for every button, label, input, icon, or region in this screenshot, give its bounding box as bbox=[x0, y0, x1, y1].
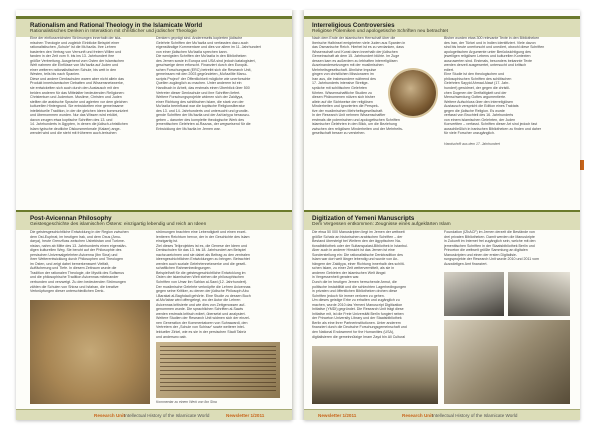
footer-unit-label: Research Unit bbox=[94, 413, 125, 418]
text-line: Verknüpfungen dieser unterschiedlichen Denk- bbox=[30, 289, 105, 294]
text-line: des Iran, der Türkei und in Indien identifiziert. Viele davon bbox=[444, 40, 536, 45]
text-line: Entwicklung der Mu'tazila im Jemen war. bbox=[156, 126, 221, 131]
text-line: Beispielhaft für die geistesgeschichtliche Entwicklung im bbox=[156, 270, 246, 275]
text-line: Iran aus, die insbesondere während des bbox=[312, 76, 376, 81]
text-line: spräche mit schiitischen Gelehrten bbox=[312, 86, 367, 91]
text-line: sie entwickelten sich auch durch den Austausch mit den bbox=[30, 86, 119, 91]
article-subtitle: Geistesgeschichte des islamischen Ostens: einzigartig lebendig und reich an Ideen bbox=[30, 222, 207, 228]
text-line: Islam typische deutliche Diskursmerkmale (Kalam) ange- bbox=[30, 126, 121, 131]
text-line: schen Islam, zu einer Zeit weitervermittelt, als sie in bbox=[312, 266, 395, 271]
text-line: schen Forschungsrat (ERC) betreibt sich die Research Unit, bbox=[156, 67, 252, 72]
text-line: chen Dogmen der Dreifaltigkeit und der bbox=[444, 90, 507, 95]
text-line: Die etwa 50 000 Manuskripten liegt im Jemen der weltweit bbox=[312, 230, 405, 234]
image-caption: Handschrift aus dem 17. Jahrhundert bbox=[444, 142, 500, 146]
footer-issue: Newsletter 1/2011 bbox=[226, 413, 265, 418]
text-line: und anderswo gab. bbox=[156, 334, 187, 338]
text-line: Berlin als eine ihrer Partnerinstitutionen. Unter anderem bbox=[312, 320, 401, 325]
text-line: Gemeinschaft ab dem 15. Jahrhundert blühte. Im Zuge bbox=[312, 54, 400, 59]
text-line: für viele Forscher unzugänglich. bbox=[444, 131, 495, 136]
text-line: Bisher wurden etwa 300 relevante Texte in den Bibliotheken bbox=[444, 36, 540, 40]
article-interreligious-header bbox=[304, 16, 580, 37]
text-line: gemeinsam mit den 2003 gegründeten „Mu'tazilite Manu- bbox=[156, 72, 247, 77]
text-line: ideengeschichtlichen Entwicklungen zu bringen. Betrachtet bbox=[156, 257, 250, 262]
text-line: lektueller Zirkel, wie es sie in der persischen Stadt Tabriz bbox=[156, 330, 247, 335]
text-line: darya), heute Grenzfluss zwischen Usbekistan und Turkme- bbox=[30, 239, 126, 244]
text-line: islamischer Gelehrten in den Blick, um die Beziehung bbox=[312, 122, 397, 127]
text-line: Durch die im heutigen Jemen herrschende Armut, die bbox=[312, 280, 397, 285]
text-line: gegen seine Kritiker, zu denen der jüdische Philosoph Abu bbox=[156, 289, 249, 294]
text-line: nistan, nahm ab Mitte des 13. Jahrhunderts einen eigenstän- bbox=[30, 243, 127, 248]
text-line: führten. Wissenschaftliche Studien zu bbox=[312, 90, 372, 95]
text-line: den National Endowment for the Humanities (USA), bbox=[312, 330, 395, 335]
text-line: tive der muslimischen Mehrheitsgesellschaft. bbox=[312, 108, 384, 113]
text-line: schaftlichen Rahmenbedingungen. bbox=[156, 266, 212, 271]
text-line: philosophischen Schriften des schiitischen bbox=[444, 76, 512, 81]
text-line: Iberische Halbinsel emigrierten viele Juden aus Spanien in bbox=[312, 40, 406, 45]
footer-unit-name: Intellectual History of the Islamicate World bbox=[432, 413, 518, 418]
text-line: in privaten und öffentlichen Bibliotheken drohen diese bbox=[312, 289, 398, 294]
text-line: hängern der Zaidiyya, einer Richtung innerhalb des schiiti- bbox=[312, 261, 405, 266]
text-line: Schriften von Umar ibn Sahlan al-Sawi (12. Jahrhundert). bbox=[156, 280, 248, 285]
text-line: rungsprojekte der Research Unit wurde 2010 und 2011 vom bbox=[444, 257, 540, 262]
text-line: sind bis heute unerforscht und unediert, obwohl diese Schriften bbox=[444, 45, 545, 50]
text-line: Eine der einflussreichsten Strömungen innerhalb der isla- bbox=[30, 36, 122, 40]
text-line: gesellschaft besser zu verstehen. bbox=[312, 131, 366, 136]
text-line: ihrer Weiterentwicklung durch Philosophen und Theologen bbox=[30, 257, 123, 262]
text-line: Initiative (YMDI) gegründet. Die Research Unit trägt diese bbox=[312, 307, 404, 312]
article-title: Post-Avicennan Philosophy bbox=[30, 215, 112, 222]
text-line: politische Instabilität und die schlechten Lagerbedingungen bbox=[312, 284, 407, 289]
text-line: des Jemen sowie in Europa und USA sind jedoch katalogisiert, bbox=[156, 58, 256, 63]
article-post-avicennan-col2 bbox=[156, 230, 280, 338]
text-line: anderen Gebieten der islamischen Welt längst bbox=[312, 270, 386, 275]
text-line: Austausch verspricht die Edition eines Traktats bbox=[444, 104, 519, 109]
text-line: mischen Theologie und zugleich Einblicke Beispiel einer bbox=[30, 40, 120, 45]
text-line: rationalistischen „Schule“ ist die Mu'tazila. Ihre Lehren bbox=[30, 45, 116, 50]
text-line: ediert. bbox=[444, 67, 454, 72]
left-page bbox=[16, 10, 292, 420]
text-line: Nach dem Ende der islamischen Herrschaft über die bbox=[312, 36, 396, 40]
text-line: lentieren Reichtum hervor, der in der Geschichte des Islam bbox=[156, 234, 250, 239]
text-line: Vertreter dieser Denkschule und ihre Schriften liefert. bbox=[156, 90, 241, 95]
text-line: Bestand übersteigt bei Weitem den der ägyptischen Na- bbox=[312, 239, 402, 244]
text-line: des 13. und 14. Jahrhunderts und untersucht und grundle- bbox=[156, 108, 249, 113]
article-post-avicennan-header bbox=[16, 210, 292, 230]
text-line: und übernommen wurden. Nur das Wissen wird erklärt, bbox=[30, 113, 118, 118]
text-line: machen, wurde 2010 das Yemeni Manuscript Digitization bbox=[312, 302, 403, 307]
text-line: Denkern geprägt sind. Andererseits kopierten jüdische bbox=[156, 36, 243, 40]
text-line: einer weiteren rationalistischen Schule, bis weit in den bbox=[30, 67, 117, 72]
text-line: Auswärtigen Amt finanziert. bbox=[444, 261, 488, 266]
text-line: Mu'tazila beeinflusst war die koptische Religionsliteratur bbox=[156, 104, 245, 109]
text-line: der Princeton University Library und der Staatsbibliothek bbox=[312, 316, 402, 321]
text-line: größte Schatz an historischen arabischen Schriften – der bbox=[312, 234, 403, 239]
text-line: von einem islamischen Gelehrten, der Juden bbox=[444, 117, 516, 122]
article-post-avicennan-col1 bbox=[30, 230, 150, 294]
text-line: finanziert durch die Deutsche Forschungsgemeinschaft und bbox=[312, 325, 407, 330]
text-line: zählen die Schulen von Shiraz und Isfahan, die kreative bbox=[30, 284, 119, 289]
text-line: jeweiligen religiösen Lebens und kulturellen Kontexten bbox=[444, 54, 531, 59]
text-line: tionalbibliothek oder der Sultanspalast-Bibliothek in Istanbul. bbox=[312, 243, 408, 248]
text-line: davon zeugen etwa koptische Schriften des 13. und bbox=[30, 117, 113, 122]
text-line: Avicennas kritisierte und wie dies von Zeitgenossen auf- bbox=[156, 302, 246, 307]
text-line: nachzuzeichnen und sie dabei als Beitrag zu den zentralen bbox=[156, 252, 250, 257]
article-rationalism-header bbox=[16, 16, 292, 37]
right-footer bbox=[304, 409, 580, 420]
text-line: drei privaten Bibliotheken. Damit werden die Manuskripte bbox=[444, 234, 535, 239]
text-line: fanden in der Zeit vom 9. bis ins 13. Jahrhundert ihre bbox=[30, 54, 115, 59]
text-line: auszuwerten sind. Erstmals, besonders bekannte Texte bbox=[444, 58, 533, 63]
text-line: Weitere Aufschluss über den interreligiösen bbox=[444, 99, 514, 104]
text-line: Sonderstellung ein: Die rationalistische Denktradition des bbox=[312, 252, 403, 257]
text-line: dem Ost-Euphrat, im heutigen Irak, und dem Oxus (Amu- bbox=[30, 234, 122, 239]
digitization-photo-2 bbox=[508, 272, 570, 316]
text-line: verfasst von Bruchteil des 16. Jahrhunderts bbox=[444, 113, 514, 118]
text-line: Osten der islamischen Welt stehen die philosophischen bbox=[156, 275, 245, 280]
text-line: Der muslimische Gelehrte verknüpfte die Lehren Avicennas bbox=[156, 284, 251, 289]
article-title: Digitization of Yemeni Manuscripts bbox=[312, 215, 415, 222]
footer-issue: Newsletter 1/2011 bbox=[318, 413, 357, 418]
text-line: Gelehrten Sayyid Ahmad Alawi (17. Jahr- bbox=[444, 81, 510, 86]
article-interreligious-col2 bbox=[444, 36, 570, 140]
image-caption: Kommentar zu einem Werk von Ibn Sina bbox=[156, 400, 217, 404]
text-line: Christentum und Judentum. Muslime, Christen und Juden bbox=[30, 95, 122, 100]
text-line: Welt nahmen die Einflüsse von Mu'tazila auf Juden und bbox=[30, 63, 119, 68]
text-line: Um dieses geistige Erbe zu erhalten und zugänglich zu bbox=[312, 298, 400, 303]
footer-unit-label: Research Unit bbox=[402, 413, 433, 418]
text-line: Konvertiten – verfasst. Schriften dieser Art sind jedoch fast bbox=[444, 122, 538, 127]
text-line: strömungen brachten eine Lebendigkeit und einen exzel- bbox=[156, 230, 247, 234]
article-yemeni-col2 bbox=[444, 230, 570, 268]
text-line: apologetischen Argumente unter Berücksichtigung des bbox=[444, 49, 531, 54]
text-line: Ziel dieses Teilprojektes ist es, die Genese der Ideen und bbox=[156, 243, 248, 248]
text-line: diesen Phänomenen nützen sich bisher bbox=[312, 95, 375, 100]
digitization-photo-1 bbox=[444, 272, 504, 316]
commentary-manuscript-image bbox=[156, 342, 280, 398]
text-line: in Zukunft im Internet frei zugänglich sein, welche mit den bbox=[444, 239, 536, 244]
text-line: scripts Project“ der Öffentlichkeit mögliche wie unerforschte bbox=[156, 76, 251, 81]
text-line: hundert) gewidmet, der gegen die christli- bbox=[444, 86, 511, 91]
text-line: gende Schriften der Mu'tazila und der Ash'ariyya herauszu- bbox=[156, 113, 250, 118]
text-line: werden erstmals kritisch ediert, übersetzt und analysiert. bbox=[156, 311, 246, 316]
text-line: Westen, teils bis nach Spanien. bbox=[30, 72, 81, 77]
text-line: Diese und andere Denkschulen waren aber nicht allein das bbox=[30, 76, 124, 81]
text-line: Aber auch in anderer Hinsicht ist das Jemen ist eine bbox=[312, 248, 395, 253]
text-line: digitalisieren die gemeinnützige Imam Zayd bin Ali Cultural bbox=[312, 334, 406, 339]
text-line: geben – darunter des komplette theologische Werk des bbox=[156, 117, 245, 122]
text-line: dessen kam es außerdem zu lebhaften interreligiösen bbox=[312, 58, 398, 63]
text-line: Menschwerdung Gottes argumentierte. bbox=[444, 95, 507, 100]
text-line: Minderheiten und ignorierten die Perspek- bbox=[312, 104, 379, 109]
ornamental-globe-image bbox=[390, 70, 436, 116]
text-line: Weitere Forschungsprojekte widmen sich der Zaidiyya, bbox=[156, 95, 244, 100]
text-line: In der Research Unit nehmen Wissenschaftler bbox=[312, 113, 386, 118]
text-line: l-Barakat al-Baghdadi gehörte. Eine Studie zu dessen Buch bbox=[156, 293, 251, 298]
text-line: intellektuelle Tradition, in der die gleichen Ideen kommuniziert bbox=[30, 108, 129, 113]
text-line: ausschließlich in iranischen Bibliotheken zu finden und daher bbox=[444, 126, 542, 131]
right-page bbox=[304, 10, 580, 420]
text-line: Auseinandersetzungen mit der muslimischen bbox=[312, 63, 384, 68]
text-line: werden derzeit ausgewertet, untersucht und kritisch bbox=[444, 63, 527, 68]
text-line: von einer jüdischen Mu'tazila sprechen kann. bbox=[156, 49, 228, 54]
text-line: Wissenschaft und Kunst dann innerhalb der jüdischen bbox=[312, 49, 398, 54]
text-line: wendet wird und die steht mit früherem auch-terischen bbox=[30, 131, 117, 136]
text-line: Schriften jedoch für immer verloren zu gehen. bbox=[312, 293, 385, 298]
text-line: Princeton die weltweit größte Sammlung an digitalen bbox=[444, 248, 528, 253]
text-line: Die wenigsten Schriften der Mu'tazila in den Bibliotheken bbox=[156, 54, 247, 59]
text-line: basierten den Vertrag von Vernunft und freiem Willen und bbox=[30, 49, 122, 54]
text-line: einer Richtung des schiitischen Islam, die stark von der bbox=[156, 99, 244, 104]
article-rationalism-col2 bbox=[156, 36, 280, 132]
text-line: kulturellen Hintergrund. Sie entwickelten eine gemeinsame bbox=[30, 104, 124, 109]
manuscript-reading-photo bbox=[312, 346, 438, 404]
text-line: gingen von christlichen Missionaren im bbox=[312, 72, 374, 77]
manuscript-page-image bbox=[30, 300, 150, 404]
text-line: zwischen den religiösen Minderheiten und der Mehrheits- bbox=[312, 126, 404, 131]
text-line: erstmals die polemischen und apologetischen Schriften bbox=[312, 117, 400, 122]
text-line: eigenständige Kommentare und dies vor allem im 11. Jahrhundert bbox=[156, 45, 261, 50]
text-line: geschweige denn erforscht. Finanziert durch den Europäi- bbox=[156, 63, 249, 68]
text-line: das Osmanische Reich. Hierbei ist es zu verdanken, dass bbox=[312, 45, 404, 50]
text-line: 17. Jahrhunderts intensive Streitge- bbox=[312, 81, 369, 86]
text-line: Vertretern der „Schule von Schiraz“ sowie weiterer intel- bbox=[156, 325, 245, 330]
article-subtitle: Rationalistisches Denken in Interaktion mit christlicher und jüdischer Theologie bbox=[30, 29, 197, 35]
text-line: im Osten, und zeigt dabei bemerkenswert Vielfalt, bbox=[30, 261, 110, 266]
text-line: stellten die arabische Sprache und agierten vor dem gleichen bbox=[30, 99, 128, 104]
text-line: Initiative mit, ist die Freie Universität Berlin fungiert neben bbox=[312, 311, 404, 316]
text-line: größte Verbreitung. Ausgehend vom Osten der islamischen bbox=[30, 58, 125, 63]
article-title: Interreligious Controversies bbox=[312, 22, 395, 29]
footer-unit-name: Intellectual History of the Islamicate World bbox=[124, 413, 210, 418]
text-line: Quellen zugänglich zu machen. Unter anderem ist ein bbox=[156, 81, 242, 86]
text-line: gegen die jüdische Religion. Es wurde bbox=[444, 108, 505, 113]
text-line: Gelehrte Schriften der Mu'tazila und verfassten dazu auch bbox=[156, 40, 249, 45]
text-line: allein auf die Sichtweise der religiösen bbox=[312, 99, 373, 104]
text-line: Denkschulen für das 13. bis 18. Jahrhundert am Beispiel bbox=[156, 248, 247, 253]
text-line: und die philosophische Tradition Avicennas miteinander bbox=[30, 275, 119, 280]
article-subtitle: Religiöse Polemiken und apologetische Schriften neu betrachtet bbox=[312, 29, 448, 35]
text-line: Eine Studie ist den theologischen und bbox=[444, 72, 505, 77]
article-yemeni-header bbox=[304, 210, 580, 230]
text-line: Foundation (IZbACF) im Jemen derzeit die Bestände von bbox=[444, 230, 535, 234]
text-line: 14. Jahrhunderts in Ägypten, in denen die jüdisch-christlichen bbox=[30, 122, 128, 127]
library-scanning-photo bbox=[444, 320, 570, 404]
text-line: Tradition der rationalen Theologie, die Mystik des Sufismus bbox=[30, 270, 125, 275]
article-title: Rationalism and Rational Theology in the Islamicate World bbox=[30, 22, 203, 29]
text-line: Mehrheitsgesellschaft. Ähnliche Impulse bbox=[312, 67, 377, 72]
article-yemeni-col1 bbox=[312, 230, 438, 342]
text-line: Manuskripten und einen der ersten Digitalisie- bbox=[444, 252, 518, 257]
text-line: Auffächerung und Tiefe. In diesem Zeitraum wurde die bbox=[30, 266, 117, 271]
text-line: Produkt innerislamischer Debatten und Wissensnetzwerke, bbox=[30, 81, 124, 86]
text-line: persischen Universalgelehrten Avicenna (Ibn Sina) und bbox=[30, 252, 118, 257]
text-line: Die geistesgeschichtliche Entwicklung in der Region zwischen bbox=[30, 230, 129, 234]
text-line: beiden anderen für das Mittelalter bedeutenden Religionen: bbox=[30, 90, 125, 95]
article-subtitle: Dem Vergessen entkommen: Zeugnisse eines aufgeklärten Islam bbox=[312, 222, 451, 228]
text-line: jemenitischen Gelehrten al-Razzas, der wegweisend für die bbox=[156, 122, 251, 127]
text-line: nen Generation der Kommentatoren von Suhrawardi, den bbox=[156, 320, 248, 325]
article-rationalism-col1 bbox=[30, 36, 150, 138]
text-line: in Vergessenheit geraten war. bbox=[312, 275, 360, 280]
text-line: einzigartig ist. bbox=[156, 239, 178, 244]
text-line: digen kulturellen Weg. Sie beruht auf der Philosophie des bbox=[30, 248, 122, 253]
text-line: Handbuch in Arbeit, das erstmals einen Überblick über 500 bbox=[156, 86, 250, 91]
left-footer bbox=[16, 409, 292, 420]
text-line: verbunden und verzweigt. Zu den bedeutenden Strömungen bbox=[30, 280, 126, 285]
text-line: werden auch soziale Gelehrtennetzwerke und die gesell- bbox=[156, 261, 247, 266]
text-line: Weitere Studien der Research Unit widmen sich der einzel- bbox=[156, 316, 251, 321]
text-line: Islam war dort weit länger lebendig und wurde von An- bbox=[312, 257, 399, 262]
page-gutter bbox=[292, 10, 304, 420]
text-line: genommen wurde. Die sprachlichen Schriften al-Sawis bbox=[156, 307, 244, 312]
text-line: al-Mu'tabar wird offengelegt, wo der Autor die Lehren bbox=[156, 298, 241, 303]
text-line: jemenitischen Schriften in der Staatsbibliothek Berlin und bbox=[444, 243, 535, 248]
